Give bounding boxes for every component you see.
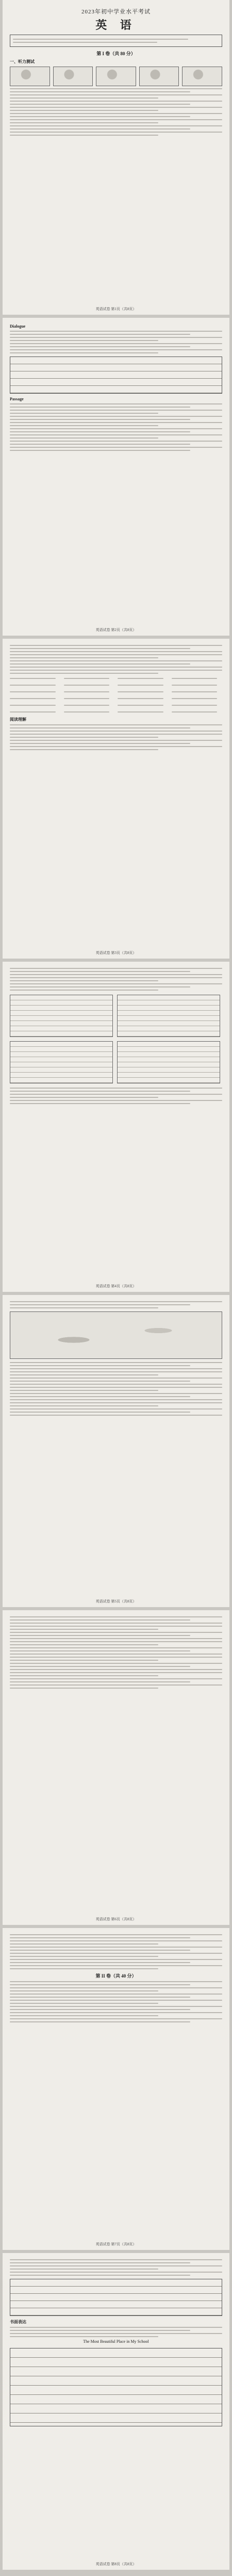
text-line — [10, 645, 222, 646]
option-line — [10, 691, 56, 692]
exam-page-7 — [3, 1928, 229, 2250]
text-line — [13, 39, 188, 40]
option-line — [64, 705, 110, 706]
page-footer: 英语试卷 第1页（共8页） — [95, 307, 137, 311]
text-line — [10, 101, 222, 102]
text-line — [10, 94, 222, 95]
text-line — [13, 42, 157, 43]
text-line — [10, 337, 222, 338]
text-line — [10, 1623, 222, 1624]
text-line — [10, 2336, 158, 2337]
text-line — [10, 1307, 158, 1308]
text-line — [10, 1097, 158, 1098]
text-line — [10, 968, 222, 969]
text-line — [10, 1660, 158, 1661]
part-2-title: 第 II 卷（共 40 分） — [95, 1973, 137, 1979]
text-line — [10, 1629, 158, 1630]
text-line — [10, 104, 190, 105]
text-line — [10, 419, 190, 420]
text-line — [10, 1990, 158, 1991]
text-line — [10, 974, 222, 975]
text-line — [10, 731, 222, 732]
text-line — [10, 425, 158, 426]
text-line — [10, 2003, 158, 2004]
exam-notice-box — [10, 35, 222, 47]
text-line — [10, 1965, 222, 1966]
essay-title: The Most Beautiful Place in My School — [83, 2339, 149, 2344]
text-line — [10, 1641, 222, 1642]
text-line — [10, 1953, 222, 1954]
text-line — [10, 107, 222, 108]
reading-passage — [10, 968, 222, 991]
text-line — [10, 749, 158, 750]
text-line — [10, 1937, 190, 1938]
text-line — [10, 1371, 222, 1372]
illustration — [10, 1311, 222, 1359]
text-line — [10, 98, 158, 99]
text-line — [10, 660, 222, 661]
text-line — [10, 410, 222, 411]
option-line — [64, 678, 110, 679]
text-line — [10, 2000, 222, 2001]
text-line — [10, 1654, 222, 1655]
exam-page-4 — [3, 962, 229, 1292]
option-line — [172, 678, 218, 679]
page-footer: 英语试卷 第3页（共8页） — [95, 951, 137, 955]
text-line — [10, 428, 222, 429]
information-table — [10, 357, 222, 394]
essay-writing-area — [10, 2348, 222, 2426]
text-line — [10, 1381, 190, 1382]
text-line — [10, 1666, 190, 1667]
text-line — [10, 727, 190, 728]
text-line — [10, 1994, 222, 1995]
text-line — [10, 2330, 190, 2331]
dialogue-title: Dialogue — [10, 324, 26, 329]
text-line — [10, 1100, 222, 1101]
text-line — [10, 1997, 190, 1998]
text-line — [10, 1399, 222, 1400]
option-line — [118, 691, 163, 692]
text-line — [10, 1626, 222, 1627]
text-line — [10, 441, 222, 442]
text-line — [10, 1103, 190, 1104]
text-line — [10, 2327, 222, 2328]
option-line — [118, 678, 163, 679]
option-line — [172, 705, 218, 706]
question-text-block — [10, 1934, 222, 1969]
text-line — [10, 1368, 222, 1369]
text-line — [10, 119, 222, 120]
text-line — [10, 1688, 158, 1689]
question-text-block — [10, 1088, 222, 1104]
text-line — [10, 113, 222, 114]
text-line — [10, 2269, 158, 2270]
page-footer: 英语试卷 第8页（共8页） — [95, 2562, 137, 2566]
text-line — [10, 1981, 222, 1982]
text-line — [10, 1638, 222, 1639]
text-line — [10, 128, 190, 129]
text-line — [10, 1968, 158, 1969]
text-line — [10, 122, 158, 123]
text-line — [10, 407, 190, 408]
text-line — [10, 2272, 222, 2273]
note-card — [10, 995, 113, 1037]
page-footer: 英语试卷 第2页（共8页） — [95, 628, 137, 632]
subject-title: 英 语 — [95, 19, 137, 31]
text-line — [10, 2012, 222, 2013]
text-line — [10, 346, 190, 347]
text-line — [10, 663, 190, 665]
text-line — [10, 990, 158, 991]
text-line — [10, 1632, 222, 1633]
question-text-block — [10, 1981, 222, 2022]
text-line — [10, 1943, 158, 1945]
text-line — [10, 1934, 222, 1935]
note-card — [117, 1041, 220, 1083]
exam-page-2 — [3, 318, 229, 636]
text-line — [10, 983, 222, 984]
listening-pictures — [10, 67, 222, 86]
option-line — [10, 685, 56, 686]
exam-page-6 — [3, 1610, 229, 1925]
text-line — [10, 1616, 222, 1617]
text-line — [10, 1408, 222, 1409]
reading-passage — [10, 724, 222, 750]
text-line — [10, 1657, 222, 1658]
text-line — [10, 1378, 222, 1379]
option-line — [172, 685, 218, 686]
option-line — [10, 678, 56, 679]
text-line — [10, 977, 222, 978]
exam-header — [10, 7, 222, 33]
text-line — [10, 434, 222, 435]
option-line — [118, 698, 163, 699]
text-line — [10, 746, 222, 747]
page-footer: 英语试卷 第4页（共8页） — [95, 1284, 137, 1288]
passage-title: Passage — [10, 397, 24, 401]
question-text-block — [10, 1301, 222, 1308]
text-line — [10, 1390, 158, 1391]
text-line — [10, 1663, 222, 1664]
text-line — [10, 2021, 190, 2022]
text-line — [10, 1393, 222, 1394]
text-line — [10, 1647, 222, 1648]
option-line — [64, 691, 110, 692]
answer-options-grid — [10, 676, 222, 715]
reading-passage — [10, 1362, 222, 1416]
reading-section-title: 阅读理解 — [10, 717, 26, 722]
text-line — [10, 1956, 158, 1957]
question-text-block — [10, 331, 222, 353]
text-line — [10, 734, 222, 735]
text-line — [10, 116, 190, 117]
text-line — [10, 1365, 190, 1366]
text-line — [10, 1672, 222, 1673]
text-line — [10, 1940, 222, 1941]
text-line — [10, 2009, 190, 2010]
listening-section-title: 一、听力测试 — [10, 59, 35, 64]
text-line — [10, 352, 158, 353]
picture-option — [53, 67, 93, 86]
text-line — [10, 986, 190, 987]
writing-section-title: 书面表达 — [10, 2320, 26, 2324]
text-line — [10, 1619, 190, 1621]
text-line — [10, 1088, 222, 1089]
writing-instructions — [10, 2327, 222, 2337]
text-line — [10, 334, 190, 335]
text-line — [10, 1094, 222, 1095]
exam-page-5 — [3, 1295, 229, 1607]
text-line — [10, 340, 158, 341]
text-line — [10, 1959, 222, 1960]
text-line — [10, 1650, 190, 1651]
exam-page-3 — [3, 639, 229, 959]
text-line — [10, 1681, 190, 1682]
note-cards — [10, 995, 222, 1083]
note-card — [10, 1041, 113, 1083]
reading-passage — [10, 1616, 222, 1689]
text-line — [10, 740, 222, 741]
text-line — [10, 132, 222, 133]
text-line — [10, 413, 158, 414]
text-line — [10, 673, 158, 674]
text-line — [10, 349, 222, 350]
option-line — [10, 711, 56, 712]
text-line — [10, 1304, 190, 1305]
text-line — [10, 2265, 222, 2266]
text-line — [10, 648, 190, 649]
text-line — [10, 2018, 222, 2019]
text-line — [10, 1675, 158, 1676]
text-line — [10, 1412, 190, 1413]
text-line — [10, 1635, 190, 1636]
exam-page-1 — [3, 0, 229, 315]
option-line — [172, 698, 218, 699]
page-footer: 英语试卷 第7页（共8页） — [95, 2242, 137, 2246]
text-line — [10, 1387, 222, 1388]
text-line — [10, 2015, 158, 2016]
text-line — [10, 1402, 222, 1403]
picture-option — [182, 67, 222, 86]
text-line — [10, 416, 222, 417]
option-line — [118, 711, 163, 712]
word-bank-table — [10, 2279, 222, 2316]
text-line — [10, 403, 222, 404]
text-line — [10, 438, 158, 439]
question-text-block — [10, 88, 222, 136]
text-line — [10, 737, 158, 738]
option-line — [10, 705, 56, 706]
cloze-passage — [10, 645, 222, 674]
text-line — [10, 431, 190, 432]
exam-page-8 — [3, 2253, 229, 2570]
text-line — [10, 447, 222, 448]
text-line — [10, 1396, 190, 1397]
text-line — [10, 1684, 222, 1686]
option-line — [64, 711, 110, 712]
option-line — [64, 698, 110, 699]
text-line — [10, 1415, 222, 1416]
text-line — [10, 1362, 222, 1363]
text-line — [10, 2333, 222, 2334]
text-line — [10, 125, 222, 126]
text-line — [10, 110, 158, 111]
text-line — [10, 1962, 190, 1963]
page-footer: 英语试卷 第5页（共8页） — [95, 1599, 137, 1603]
text-line — [10, 1644, 158, 1645]
part-1-title: 第 I 卷（共 80 分） — [96, 51, 136, 56]
text-line — [10, 2262, 190, 2263]
exam-title: 2023年初中学业水平考试 — [81, 9, 151, 15]
text-line — [10, 450, 190, 451]
text-line — [10, 444, 190, 445]
text-line — [10, 670, 222, 671]
text-line — [10, 91, 190, 92]
text-line — [10, 1405, 158, 1406]
note-card — [117, 995, 220, 1037]
text-line — [10, 743, 190, 744]
text-line — [10, 1374, 158, 1375]
option-line — [118, 705, 163, 706]
text-line — [10, 651, 222, 652]
page-footer: 英语试卷 第6页（共8页） — [95, 1917, 137, 1921]
text-line — [10, 1950, 190, 1951]
question-text-block — [10, 2259, 222, 2276]
text-line — [10, 1669, 222, 1670]
text-line — [10, 331, 222, 332]
option-line — [64, 685, 110, 686]
text-line — [10, 667, 222, 668]
text-line — [10, 343, 222, 344]
text-line — [10, 1384, 222, 1385]
option-line — [10, 698, 56, 699]
text-line — [10, 980, 158, 981]
option-line — [172, 711, 218, 712]
picture-option — [96, 67, 136, 86]
text-line — [10, 1947, 222, 1948]
option-line — [118, 685, 163, 686]
text-line — [10, 2259, 222, 2260]
text-line — [10, 657, 158, 658]
option-line — [172, 691, 218, 692]
text-line — [10, 724, 222, 725]
text-line — [10, 2275, 190, 2276]
picture-option — [10, 67, 50, 86]
text-line — [10, 971, 190, 972]
text-line — [10, 1301, 222, 1302]
text-line — [10, 1984, 190, 1985]
text-line — [10, 1091, 190, 1092]
text-line — [10, 88, 222, 89]
text-line — [10, 1678, 222, 1679]
text-line — [10, 422, 222, 423]
text-line — [10, 135, 158, 136]
text-line — [10, 2006, 222, 2007]
picture-option — [139, 67, 179, 86]
question-text-block — [10, 403, 222, 451]
text-line — [10, 654, 222, 655]
text-line — [10, 1987, 222, 1988]
